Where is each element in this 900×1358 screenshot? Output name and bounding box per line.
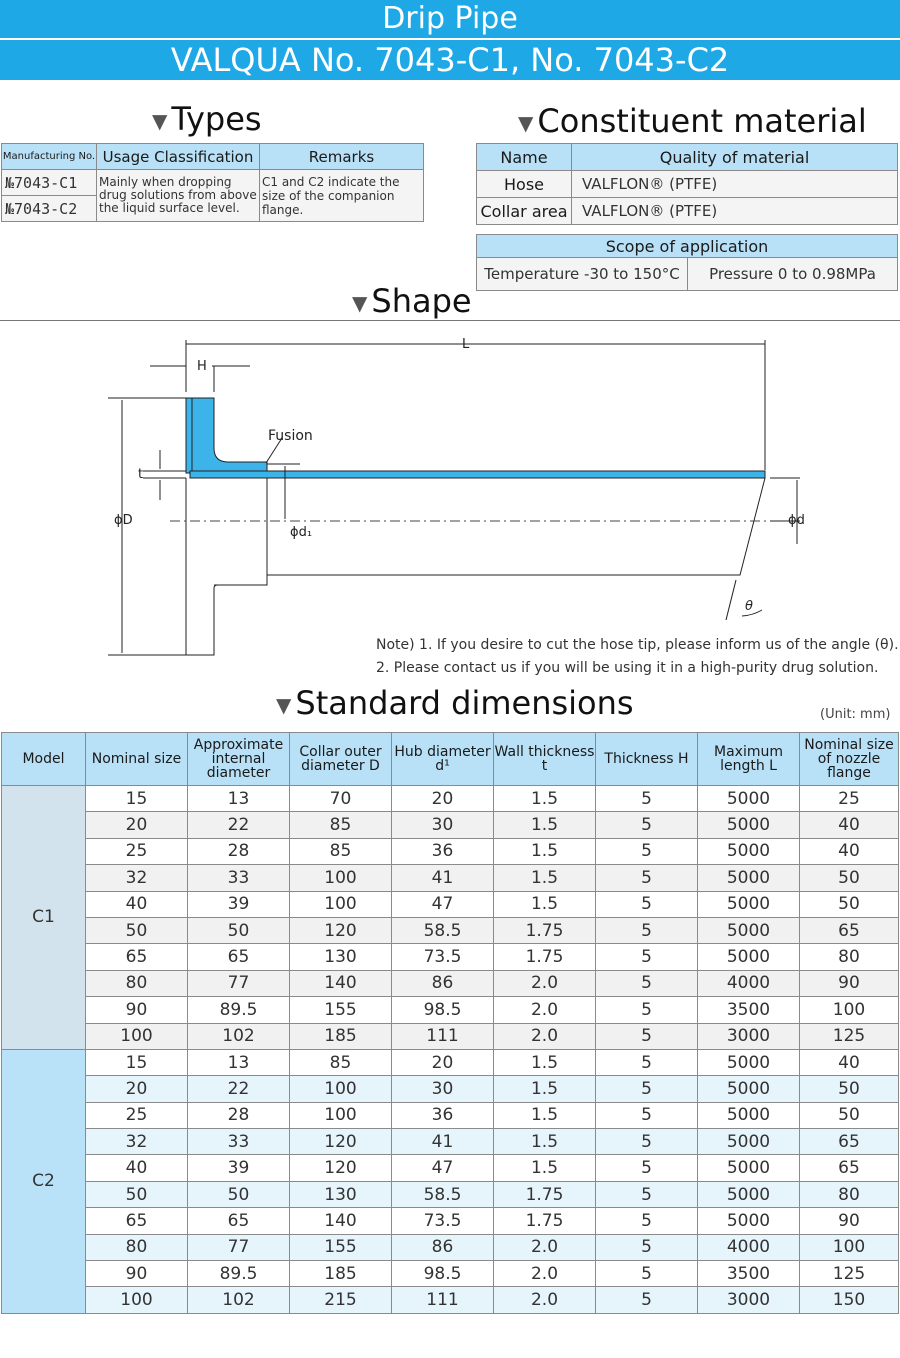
- table-cell: 5: [596, 1076, 698, 1102]
- table-cell: 36: [392, 1102, 494, 1128]
- table-cell: 90: [800, 970, 899, 996]
- table-cell: 5000: [698, 1049, 800, 1075]
- table-cell: 5000: [698, 891, 800, 917]
- table-cell: 41: [392, 865, 494, 891]
- table-cell: 33: [188, 865, 290, 891]
- table-row: [2, 1208, 899, 1234]
- table-cell: 4000: [698, 970, 800, 996]
- table-cell: 5000: [698, 917, 800, 943]
- table-cell: 58.5: [392, 917, 494, 943]
- table-cell: 1.5: [494, 865, 596, 891]
- table-cell: 30: [392, 1076, 494, 1102]
- table-cell: 1.5: [494, 838, 596, 864]
- table-cell: 65: [188, 1208, 290, 1234]
- dims-header: Nominal size of nozzle flange: [800, 733, 899, 786]
- model-cell: C2: [2, 1049, 86, 1313]
- table-row: [2, 1234, 899, 1260]
- table-cell: 3000: [698, 1287, 800, 1313]
- label-D: ϕD: [114, 513, 133, 528]
- table-cell: 5: [596, 1261, 698, 1287]
- table-cell: 5: [596, 944, 698, 970]
- table-cell: 5: [596, 970, 698, 996]
- table-cell: 25: [86, 1102, 188, 1128]
- note-1: Note) 1. If you desire to cut the hose tip, please inform us of the angle (θ).: [376, 637, 899, 653]
- table-cell: 5: [596, 917, 698, 943]
- triangle-icon: ▼: [352, 291, 368, 315]
- table-cell: 5000: [698, 1129, 800, 1155]
- table-cell: 100: [290, 865, 392, 891]
- table-cell: 125: [800, 1023, 899, 1049]
- table-cell: 85: [290, 1049, 392, 1075]
- table-cell: 28: [188, 838, 290, 864]
- triangle-icon: ▼: [518, 111, 534, 135]
- table-cell: 98.5: [392, 1261, 494, 1287]
- dims-header: Wall thickness t: [494, 733, 596, 786]
- table-cell: 155: [290, 997, 392, 1023]
- table-cell: 73.5: [392, 944, 494, 970]
- table-row: [2, 1261, 899, 1287]
- table-cell: 1.75: [494, 944, 596, 970]
- table-cell: 80: [86, 970, 188, 996]
- table-cell: 65: [86, 1208, 188, 1234]
- types-header-remarks: Remarks: [260, 144, 424, 170]
- table-row: [2, 944, 899, 970]
- material-row-name: Collar area: [477, 198, 572, 225]
- table-cell: 32: [86, 1129, 188, 1155]
- table-cell: 120: [290, 1129, 392, 1155]
- table-cell: 5: [596, 1234, 698, 1260]
- table-cell: 30: [392, 812, 494, 838]
- table-cell: 20: [392, 1049, 494, 1075]
- dims-header: Approximate internal diameter: [188, 733, 290, 786]
- table-row: [2, 997, 899, 1023]
- triangle-icon: ▼: [152, 109, 168, 133]
- table-cell: 5000: [698, 865, 800, 891]
- table-cell: 5000: [698, 1155, 800, 1181]
- label-H: H: [197, 359, 207, 374]
- table-cell: 20: [86, 812, 188, 838]
- table-cell: 89.5: [188, 997, 290, 1023]
- table-cell: 150: [800, 1287, 899, 1313]
- table-cell: 1.5: [494, 786, 596, 812]
- table-cell: 36: [392, 838, 494, 864]
- page-subtitle: VALQUA No. 7043-C1, No. 7043-C2: [0, 40, 900, 80]
- table-cell: 5: [596, 1049, 698, 1075]
- table-cell: 2.0: [494, 1287, 596, 1313]
- table-cell: 3500: [698, 997, 800, 1023]
- table-cell: 86: [392, 970, 494, 996]
- table-cell: 5: [596, 838, 698, 864]
- table-cell: 15: [86, 786, 188, 812]
- table-cell: 98.5: [392, 997, 494, 1023]
- table-cell: 5000: [698, 812, 800, 838]
- table-cell: 5: [596, 812, 698, 838]
- table-cell: 185: [290, 1261, 392, 1287]
- table-cell: 25: [86, 838, 188, 864]
- table-row: [2, 812, 899, 838]
- table-cell: 40: [86, 1155, 188, 1181]
- scope-temperature: Temperature -30 to 150°C: [477, 258, 688, 291]
- material-heading: [518, 102, 867, 140]
- table-cell: 20: [86, 1076, 188, 1102]
- table-row: [2, 891, 899, 917]
- table-cell: 1.5: [494, 1102, 596, 1128]
- dims-header: Hub diameter d¹: [392, 733, 494, 786]
- table-cell: 2.0: [494, 1261, 596, 1287]
- table-cell: 102: [188, 1023, 290, 1049]
- types-table: [1, 143, 424, 222]
- table-cell: 5000: [698, 1076, 800, 1102]
- table-cell: 65: [800, 1155, 899, 1181]
- table-cell: 120: [290, 917, 392, 943]
- types-heading-text: Types: [171, 100, 262, 138]
- table-cell: 5: [596, 1181, 698, 1207]
- table-cell: 5: [596, 1155, 698, 1181]
- table-cell: 86: [392, 1234, 494, 1260]
- shape-heading-text: Shape: [371, 282, 472, 320]
- table-cell: 15: [86, 1049, 188, 1075]
- table-cell: 85: [290, 838, 392, 864]
- table-cell: 100: [290, 1102, 392, 1128]
- table-cell: 85: [290, 812, 392, 838]
- table-cell: 40: [800, 812, 899, 838]
- table-cell: 100: [86, 1023, 188, 1049]
- table-cell: 70: [290, 786, 392, 812]
- material-header-name: Name: [477, 144, 572, 171]
- dims-heading-text: Standard dimensions: [295, 684, 634, 722]
- material-row-quality: VALFLON® (PTFE): [572, 198, 898, 225]
- material-row-name: Hose: [477, 171, 572, 198]
- table-cell: 5: [596, 1129, 698, 1155]
- table-cell: 5: [596, 1023, 698, 1049]
- table-cell: 120: [290, 1155, 392, 1181]
- material-table: [476, 143, 898, 225]
- table-cell: 1.75: [494, 1181, 596, 1207]
- table-cell: 47: [392, 1155, 494, 1181]
- table-cell: 140: [290, 1208, 392, 1234]
- dims-header: Nominal size: [86, 733, 188, 786]
- table-cell: 65: [86, 944, 188, 970]
- table-cell: 40: [800, 838, 899, 864]
- table-cell: 65: [800, 917, 899, 943]
- types-row-2: №7043-C2: [2, 196, 97, 222]
- table-cell: 39: [188, 1155, 290, 1181]
- table-cell: 1.5: [494, 812, 596, 838]
- table-cell: 77: [188, 970, 290, 996]
- table-cell: 5: [596, 891, 698, 917]
- table-cell: 3500: [698, 1261, 800, 1287]
- table-cell: 1.75: [494, 1208, 596, 1234]
- table-cell: 73.5: [392, 1208, 494, 1234]
- table-cell: 102: [188, 1287, 290, 1313]
- table-cell: 50: [800, 1076, 899, 1102]
- table-cell: 65: [188, 944, 290, 970]
- table-cell: 5: [596, 865, 698, 891]
- dimensions-table: [1, 732, 899, 1314]
- table-cell: 39: [188, 891, 290, 917]
- dims-header: Model: [2, 733, 86, 786]
- table-cell: 28: [188, 1102, 290, 1128]
- table-cell: 80: [86, 1234, 188, 1260]
- table-cell: 40: [800, 1049, 899, 1075]
- shape-heading: [352, 282, 472, 320]
- table-cell: 58.5: [392, 1181, 494, 1207]
- table-cell: 50: [86, 917, 188, 943]
- table-cell: 185: [290, 1023, 392, 1049]
- label-d1: ϕd₁: [290, 525, 313, 540]
- table-row: [2, 1155, 899, 1181]
- table-cell: 2.0: [494, 970, 596, 996]
- table-cell: 33: [188, 1129, 290, 1155]
- table-cell: 25: [800, 786, 899, 812]
- note-2: 2. Please contact us if you will be using it in a high-purity drug solution.: [376, 660, 879, 676]
- table-cell: 90: [86, 997, 188, 1023]
- table-cell: 5000: [698, 786, 800, 812]
- table-cell: 4000: [698, 1234, 800, 1260]
- table-cell: 1.5: [494, 1155, 596, 1181]
- types-header-usage: Usage Classification: [97, 144, 260, 170]
- table-cell: 100: [800, 1234, 899, 1260]
- table-cell: 50: [800, 1102, 899, 1128]
- table-row: [2, 917, 899, 943]
- table-cell: 130: [290, 1181, 392, 1207]
- types-header-mfg: Manufacturing No.: [2, 144, 97, 170]
- page-title: Drip Pipe: [0, 0, 900, 38]
- table-cell: 90: [86, 1261, 188, 1287]
- table-cell: 111: [392, 1287, 494, 1313]
- table-cell: 5000: [698, 944, 800, 970]
- table-cell: 65: [800, 1129, 899, 1155]
- table-cell: 140: [290, 970, 392, 996]
- table-row: [2, 1181, 899, 1207]
- unit-label: (Unit: mm): [820, 707, 891, 722]
- model-cell: C1: [2, 786, 86, 1050]
- dims-body: [2, 786, 899, 1314]
- table-row: [2, 1023, 899, 1049]
- table-cell: 1.5: [494, 891, 596, 917]
- table-cell: 5000: [698, 838, 800, 864]
- table-cell: 1.5: [494, 1049, 596, 1075]
- label-theta: θ: [745, 599, 753, 614]
- table-cell: 5000: [698, 1208, 800, 1234]
- table-cell: 80: [800, 1181, 899, 1207]
- table-cell: 215: [290, 1287, 392, 1313]
- table-cell: 22: [188, 1076, 290, 1102]
- types-usage: Mainly when dropping drug solutions from above the liquid surface level.: [97, 170, 260, 222]
- dims-header: Collar outer diameter D: [290, 733, 392, 786]
- types-row-1: №7043-C1: [2, 170, 97, 196]
- table-cell: 13: [188, 1049, 290, 1075]
- table-cell: 22: [188, 812, 290, 838]
- table-cell: 1.5: [494, 1129, 596, 1155]
- material-header-quality: Quality of material: [572, 144, 898, 171]
- table-row: [2, 786, 899, 812]
- dims-header: Maximum length L: [698, 733, 800, 786]
- material-row-quality: VALFLON® (PTFE): [572, 171, 898, 198]
- table-row: [2, 1102, 899, 1128]
- table-cell: 3000: [698, 1023, 800, 1049]
- table-cell: 50: [188, 1181, 290, 1207]
- label-t: t: [138, 467, 144, 482]
- table-cell: 32: [86, 865, 188, 891]
- table-cell: 80: [800, 944, 899, 970]
- table-cell: 5: [596, 1208, 698, 1234]
- table-cell: 1.5: [494, 1076, 596, 1102]
- table-cell: 155: [290, 1234, 392, 1260]
- table-cell: 100: [86, 1287, 188, 1313]
- types-remarks: C1 and C2 indicate the size of the companion flange.: [260, 170, 424, 222]
- table-cell: 13: [188, 786, 290, 812]
- table-cell: 111: [392, 1023, 494, 1049]
- table-cell: 5: [596, 1287, 698, 1313]
- table-cell: 40: [86, 891, 188, 917]
- table-row: [2, 838, 899, 864]
- dims-heading: [276, 684, 634, 722]
- scope-pressure: Pressure 0 to 0.98MPa: [688, 258, 898, 291]
- table-cell: 50: [86, 1181, 188, 1207]
- table-cell: 47: [392, 891, 494, 917]
- label-d: ϕd: [788, 513, 805, 528]
- table-cell: 50: [800, 891, 899, 917]
- table-cell: 5: [596, 1102, 698, 1128]
- label-L: L: [462, 337, 470, 352]
- table-cell: 5000: [698, 1181, 800, 1207]
- dims-header: Thickness H: [596, 733, 698, 786]
- table-cell: 90: [800, 1208, 899, 1234]
- table-cell: 20: [392, 786, 494, 812]
- table-cell: 100: [800, 997, 899, 1023]
- material-heading-text: Constituent material: [537, 102, 867, 140]
- table-row: [2, 970, 899, 996]
- table-cell: 130: [290, 944, 392, 970]
- table-cell: 5: [596, 786, 698, 812]
- table-cell: 125: [800, 1261, 899, 1287]
- table-cell: 50: [188, 917, 290, 943]
- table-cell: 50: [800, 865, 899, 891]
- table-cell: 5000: [698, 1102, 800, 1128]
- table-cell: 5: [596, 997, 698, 1023]
- table-row: [2, 1129, 899, 1155]
- table-cell: 89.5: [188, 1261, 290, 1287]
- table-cell: 41: [392, 1129, 494, 1155]
- triangle-icon: ▼: [276, 693, 292, 717]
- scope-table: [476, 234, 898, 291]
- table-row: [2, 1049, 899, 1075]
- table-cell: 100: [290, 891, 392, 917]
- table-cell: 2.0: [494, 1234, 596, 1260]
- table-cell: 77: [188, 1234, 290, 1260]
- table-row: [2, 1287, 899, 1313]
- divider: [0, 320, 900, 321]
- table-row: [2, 865, 899, 891]
- scope-header: Scope of application: [477, 235, 898, 258]
- table-row: [2, 1076, 899, 1102]
- table-cell: 2.0: [494, 997, 596, 1023]
- types-heading: [152, 100, 262, 138]
- table-cell: 2.0: [494, 1023, 596, 1049]
- shape-diagram: [0, 330, 900, 670]
- table-cell: 100: [290, 1076, 392, 1102]
- table-cell: 1.75: [494, 917, 596, 943]
- label-fusion: Fusion: [268, 428, 313, 444]
